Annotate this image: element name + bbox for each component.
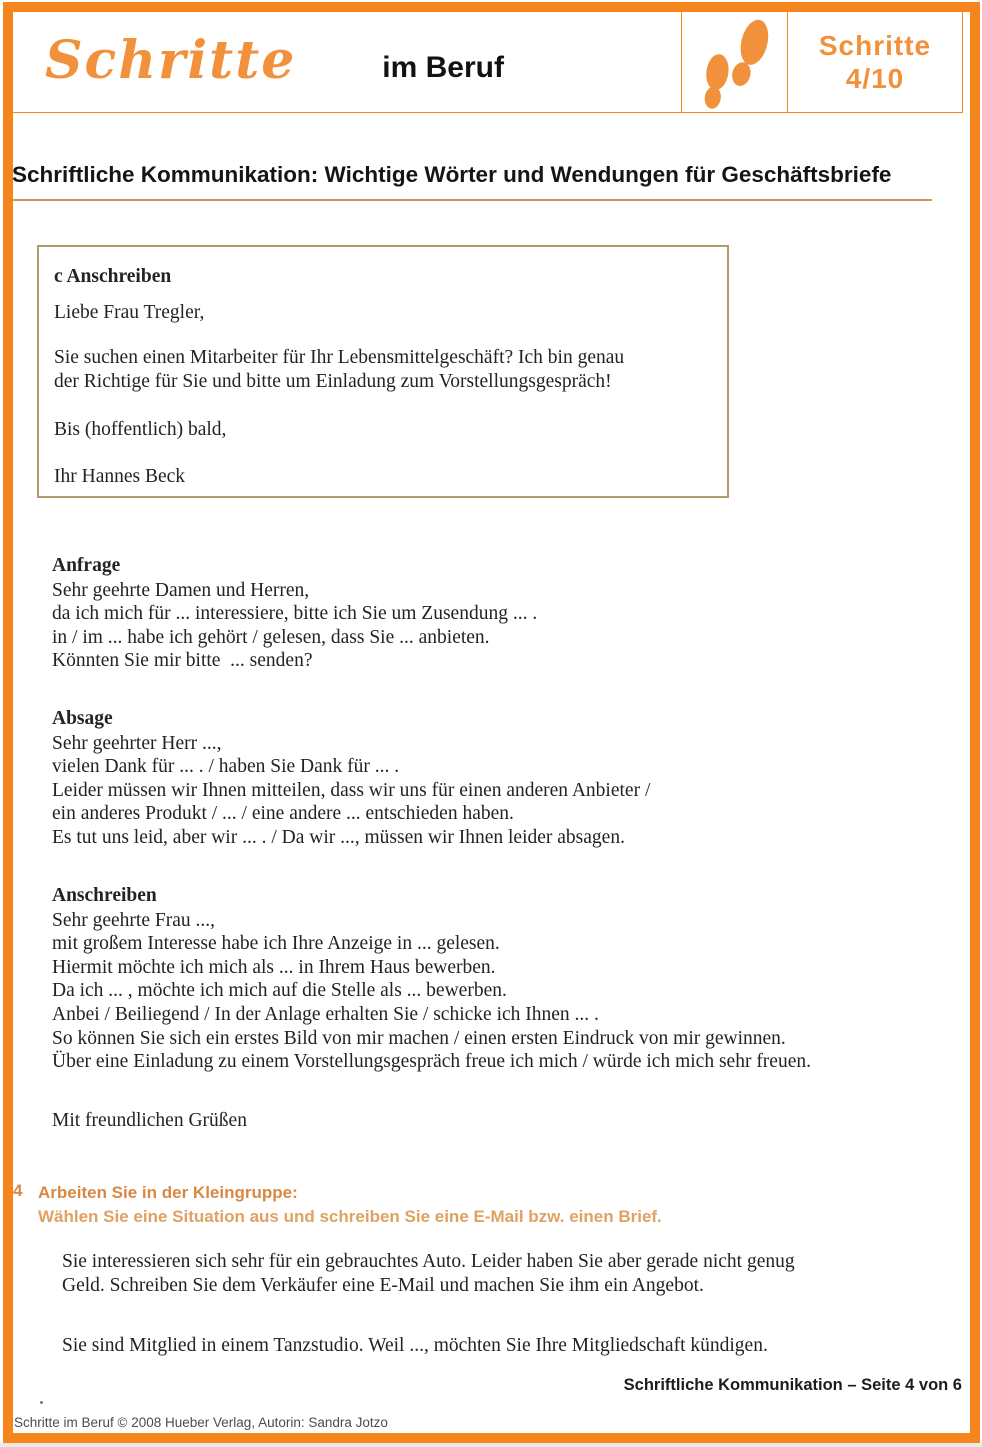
phrase-line: Hiermit möchte ich mich als ... in Ihrem Haus bewerben. <box>52 956 496 978</box>
brand-logo-text: Schritte <box>45 29 297 91</box>
phrase-line: Leider müssen wir Ihnen mitteilen, dass wir uns für einen anderen Anbieter / <box>52 779 651 801</box>
letter-closing: Bis (hoffentlich) bald, <box>54 419 227 440</box>
footprints-cell <box>681 12 787 112</box>
footprints-icon <box>682 12 788 111</box>
section-anschreiben <box>52 884 811 1074</box>
phrase-line: mit großem Interesse habe ich Ihre Anzeige in ... gelesen. <box>52 933 500 955</box>
footer-copyright: Schritte im Beruf © 2008 Hueber Verlag, Autorin: Sandra Jotzo <box>14 1415 388 1430</box>
title-underline <box>11 199 932 201</box>
badge-series-name: Schritte <box>818 30 932 61</box>
phrase-line: Anbei / Beiliegend / In der Anlage erhalten Sie / schicke ich Ihnen ... . <box>52 1003 599 1025</box>
sample-letter-box <box>37 245 729 498</box>
phrase-line: vielen Dank für ... . / haben Sie Dank für ... . <box>52 756 400 778</box>
letter-signature: Ihr Hannes Beck <box>54 466 186 487</box>
phrase-line: Sehr geehrte Frau ..., <box>52 909 215 931</box>
letter-body <box>54 346 727 394</box>
brand-cell <box>13 12 681 112</box>
phrase-line: ein anderes Produkt / ... / eine andere ... entschieden haben. <box>52 803 514 825</box>
section-absage-heading: Absage <box>52 708 113 729</box>
letter-body-line-2: der Richtige für Sie und bitte um Einladung zum Vorstellungsgespräch! <box>54 371 612 392</box>
task-instructions <box>38 1181 662 1228</box>
section-absage <box>52 707 650 850</box>
phrase-line: Sehr geehrter Herr ..., <box>52 732 222 754</box>
section-anfrage <box>52 554 537 673</box>
phrase-line: Da ich ... , möchte ich mich auf die Stelle als ... bewerben. <box>52 980 507 1002</box>
section-anfrage-heading: Anfrage <box>52 555 121 576</box>
task-number: 4 <box>13 1181 23 1200</box>
badge-series-number: 4/10 <box>845 63 905 94</box>
letter-salutation: Liebe Frau Tregler, <box>54 302 205 323</box>
phrase-line: Sehr geehrte Damen und Herren, <box>52 579 310 601</box>
series-badge <box>787 12 962 112</box>
situation-1-line-1: Sie interessieren sich sehr für ein gebrauchtes Auto. Leider haben Sie aber gerade nicht genug <box>62 1251 795 1272</box>
brand-suffix-text: im Beruf <box>382 51 504 84</box>
masthead <box>13 12 963 113</box>
situation-2-line-1: Sie sind Mitglied in einem Tanzstudio. Weil ..., möchten Sie Ihre Mitgliedschaft kündigen. <box>62 1335 768 1356</box>
phrase-line: Könnten Sie mir bitte ... senden? <box>52 650 313 672</box>
phrase-line: da ich mich für ... interessiere, bitte ich Sie um Zusendung ... . <box>52 603 538 625</box>
scan-bottom-edge <box>0 1443 982 1447</box>
task-instruction-line-1: Arbeiten Sie in der Kleingruppe: <box>38 1183 298 1202</box>
footer-page-info: Schriftliche Kommunikation – Seite 4 von 6 <box>623 1376 962 1394</box>
letter-body-line-1: Sie suchen einen Mitarbeiter für Ihr Lebensmittelgeschäft? Ich bin genau <box>54 347 625 368</box>
scan-artifact-dot <box>40 1401 43 1404</box>
page-title: Schriftliche Kommunikation: Wichtige Wörter und Wendungen für Geschäftsbriefe <box>12 162 892 187</box>
farewell-line: Mit freundlichen Grüßen <box>52 1110 247 1131</box>
phrase-line: Es tut uns leid, aber wir ... . / Da wir ..., müssen wir Ihnen leider absagen. <box>52 826 625 848</box>
phrase-line: in / im ... habe ich gehört / gelesen, dass Sie ... anbieten. <box>52 626 490 648</box>
letter-heading: c Anschreiben <box>54 266 172 287</box>
section-anschreiben-heading: Anschreiben <box>52 885 157 906</box>
phrase-line: So können Sie sich ein erstes Bild von mir machen / einen ersten Eindruck von mir gewinnen. <box>52 1027 786 1049</box>
situation-1 <box>62 1250 795 1298</box>
phrase-line: Über eine Einladung zu einem Vorstellungsgespräch freue ich mich / würde ich mich sehr freuen. <box>52 1051 811 1073</box>
task-instruction-line-2: Wählen Sie eine Situation aus und schreiben Sie eine E-Mail bzw. einen Brief. <box>38 1206 662 1226</box>
situation-2 <box>62 1334 768 1358</box>
situation-1-line-2: Geld. Schreiben Sie dem Verkäufer eine E-Mail und machen Sie ihm ein Angebot. <box>62 1275 704 1296</box>
